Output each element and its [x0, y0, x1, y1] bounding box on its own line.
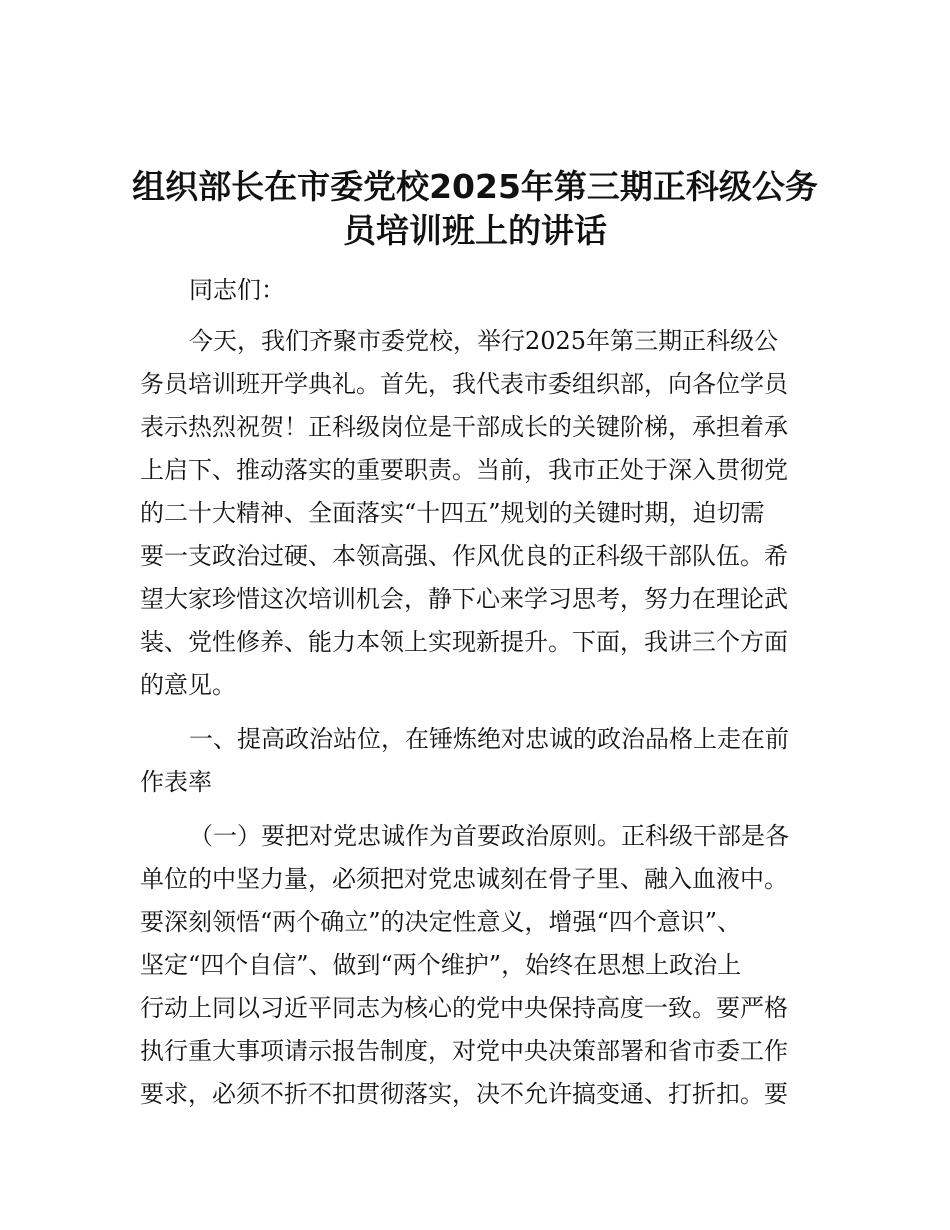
- paragraph-2-line-6: 执行重大事项请示报告制度，对党中央决策部署和省市委工作: [140, 1037, 788, 1065]
- paragraph-2-line-1: （一）要把对党忠诚作为首要政治原则。正科级干部是各: [189, 822, 789, 850]
- paragraph-2-line-5: 行动上同以习近平同志为核心的党中央保持高度一致。要严格: [140, 994, 788, 1022]
- document-title-line-2: 员培训班上的讲话: [343, 211, 607, 250]
- paragraph-1-line-5: 的二十大精神、全面落实“十四五”规划的关键时期，迫切需: [140, 499, 765, 527]
- document-title-line-1: 组织部长在市委党校2025年第三期正科级公务: [132, 167, 818, 206]
- section-heading-1-line-2: 作表率: [140, 768, 212, 796]
- paragraph-2-line-2: 单位的中坚力量，必须把对党忠诚刻在骨子里、融入血液中。: [140, 865, 788, 893]
- paragraph-2-line-4: 坚定“四个自信”、做到“两个维护”，始终在思想上政治上: [140, 951, 742, 979]
- paragraph-1-line-7: 望大家珍惜这次培训机会，静下心来学习思考，努力在理论武: [140, 585, 788, 613]
- paragraph-2-line-7: 要求，必须不折不扣贯彻落实，决不允许搞变通、打折扣。要: [140, 1080, 788, 1108]
- paragraph-1-line-1: 今天，我们齐聚市委党校，举行2025年第三期正科级公: [189, 327, 779, 355]
- salutation: 同志们：: [189, 276, 285, 304]
- paragraph-2-line-3: 要深刻领悟“两个确立”的决定性意义，增强“四个意识”、: [140, 908, 742, 936]
- paragraph-1-line-9: 的意见。: [140, 671, 236, 699]
- paragraph-1-line-4: 上启下、推动落实的重要职责。当前，我市正处于深入贯彻党: [140, 456, 788, 484]
- paragraph-1-line-2: 务员培训班开学典礼。首先，我代表市委组织部，向各位学员: [140, 370, 788, 398]
- paragraph-1-line-3: 表示热烈祝贺！正科级岗位是干部成长的关键阶梯，承担着承: [140, 413, 788, 441]
- paragraph-1-line-6: 要一支政治过硬、本领高强、作风优良的正科级干部队伍。希: [140, 542, 788, 570]
- section-heading-1-line-1: 一、提高政治站位，在锤炼绝对忠诚的政治品格上走在前: [189, 725, 789, 753]
- paragraph-1-line-8: 装、党性修养、能力本领上实现新提升。下面，我讲三个方面: [140, 628, 788, 656]
